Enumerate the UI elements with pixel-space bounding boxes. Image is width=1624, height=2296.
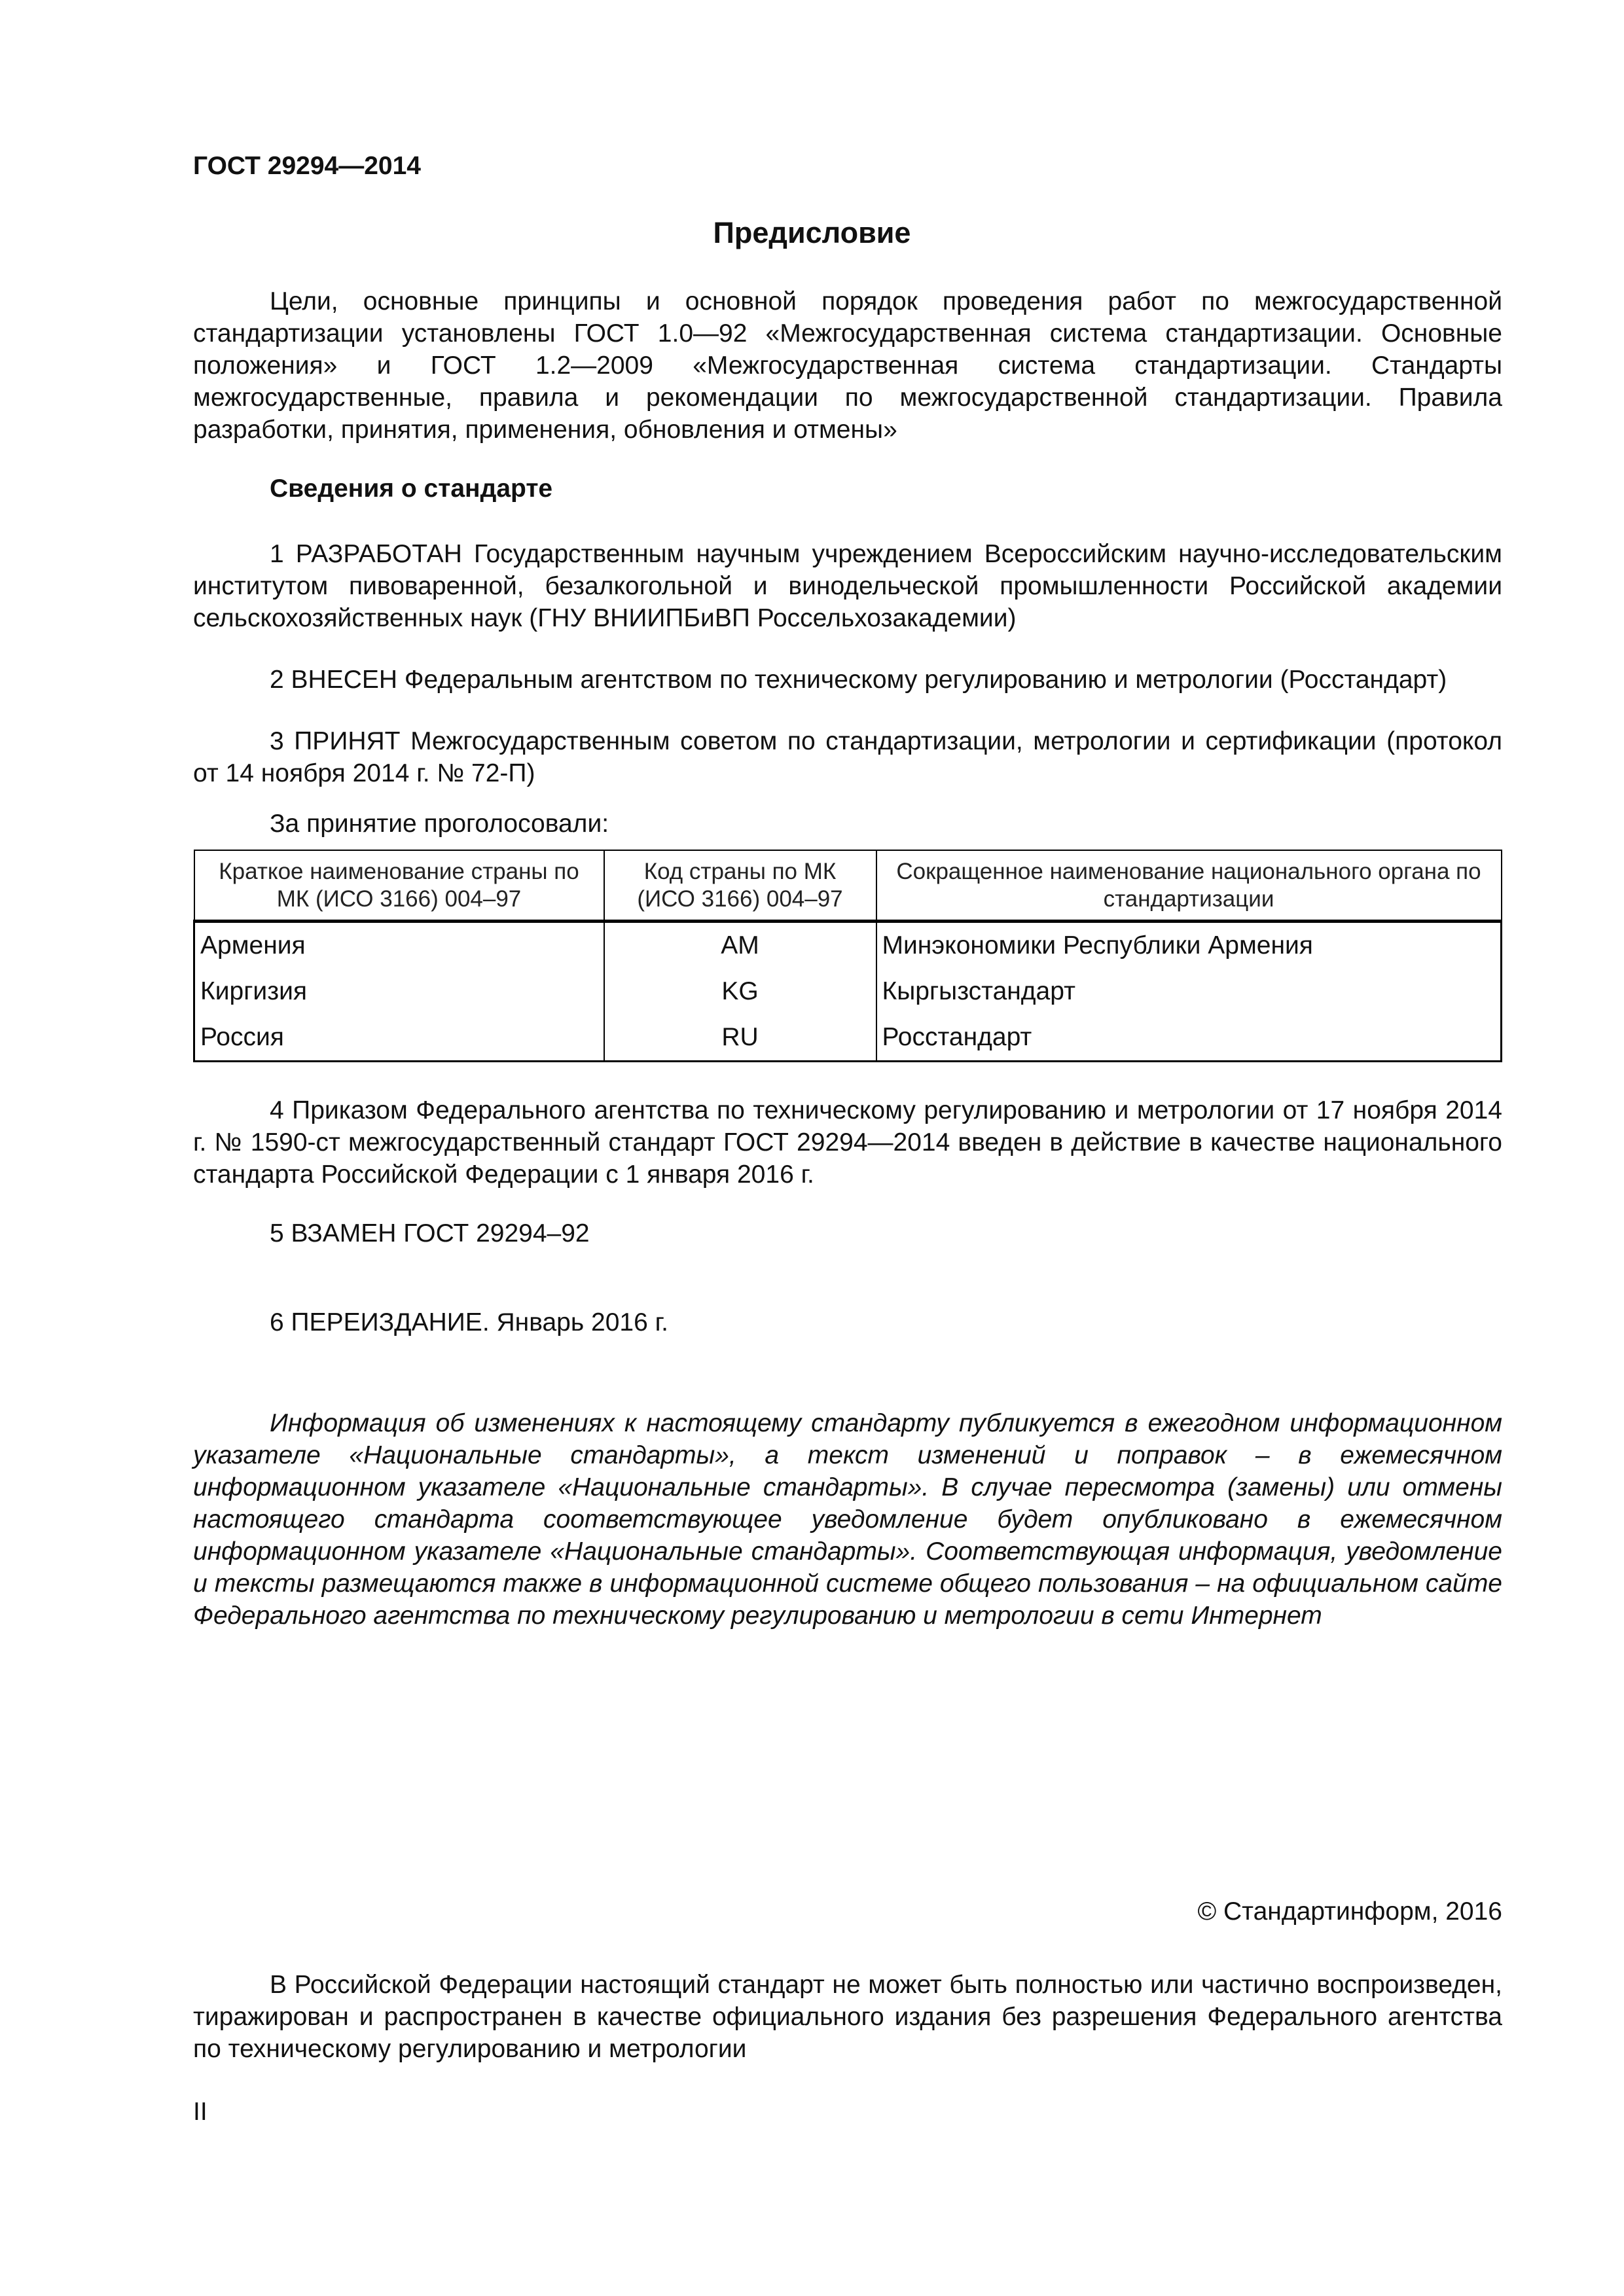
item-developed: 1 РАЗРАБОТАН Государственным научным учреждением Всероссийским научно-исследовательским институтом пивоваренной, безалкогольной и винодельческой промышленности Российской академии сельскохозяйственных наук (ГНУ ВНИИПБиВП Россельхозакадемии)	[193, 540, 1502, 632]
code-cell: KG	[604, 969, 876, 1014]
item-replaces: 5 ВЗАМЕН ГОСТ 29294–92	[270, 1219, 590, 1247]
agency-cell: Минэкономики Республики Армения	[876, 922, 1502, 969]
column-header-country: Краткое наименование страны по МК (ИСО 3166) 004–97	[194, 850, 604, 922]
agency-cell: Кыргызстандарт	[876, 969, 1502, 1014]
page-number: II	[193, 2098, 208, 2126]
country-cell: Россия	[194, 1014, 604, 1062]
vote-table	[193, 850, 1502, 1062]
code-cell: AM	[604, 922, 876, 969]
section-heading: Сведения о стандарте	[270, 475, 553, 503]
table-row	[194, 969, 1502, 1014]
page-title: Предисловие	[713, 216, 911, 249]
item-enacted: 4 Приказом Федерального агентства по техническому регулированию и метрологии от 17 ноября 2014 г. № 1590-ст межгосударственный стандарт ГОСТ 29294—2014 введен в действие в качестве национального стандарта Российской Федерации с 1 января 2016 г.	[193, 1096, 1502, 1189]
column-header-agency: Сокращенное наименование национального органа по стандартизации	[876, 850, 1502, 922]
table-row	[194, 922, 1502, 969]
vote-intro: За принятие проголосовали:	[270, 810, 609, 838]
country-cell: Армения	[194, 922, 604, 969]
legal-notice: В Российской Федерации настоящий стандарт не может быть полностью или частично воспроизведен, тиражирован и распространен в качестве официального издания без разрешения Федерального агентства по техническому регулированию и метрологии	[193, 1971, 1502, 2063]
item-adopted: 3 ПРИНЯТ Межгосударственным советом по стандартизации, метрологии и сертификации (протокол от 14 ноября 2014 г. № 72-П)	[193, 727, 1502, 787]
info-paragraph: Информация об изменениях к настоящему стандарту публикуется в ежегодном информационном указателе «Национальные стандарты», а текст изменений и поправок – в ежемесячном информационном указателе «Национальные стандарты». В случае пересмотра (замены) или отмены настоящего стандарта соответствующее уведомление будет опубликовано в ежемесячном информационном указателе «Национальные стандарты». Соответствующая информация, уведомление и тексты размещаются также в информационной системе общего пользования – на официальном сайте Федерального агентства по техническому регулированию и метрологии в сети Интернет	[193, 1409, 1502, 1630]
table-row	[194, 1014, 1502, 1062]
code-cell: RU	[604, 1014, 876, 1062]
copyright-notice: © Стандартинформ, 2016	[1197, 1897, 1502, 1926]
intro-paragraph: Цели, основные принципы и основной порядок проведения работ по межгосударственной стандартизации установлены ГОСТ 1.0—92 «Межгосударственная система стандартизации. Основные положения» и ГОСТ 1.2—2009 «Межгосударственная система стандартизации. Стандарты межгосударственные, правила и рекомендации по межгосударственной стандартизации. Правила разработки, принятия, применения, обновления и отмены»	[193, 287, 1502, 444]
country-cell: Киргизия	[194, 969, 604, 1014]
item-reissue: 6 ПЕРЕИЗДАНИЕ. Январь 2016 г.	[270, 1308, 668, 1336]
vote-table-header-row	[194, 850, 1502, 922]
item-submitted: 2 ВНЕСЕН Федеральным агентством по техническому регулированию и метрологии (Росстандарт)	[270, 666, 1447, 694]
agency-cell: Росстандарт	[876, 1014, 1502, 1062]
column-header-code: Код страны по МК (ИСО 3166) 004–97	[604, 850, 876, 922]
document-code: ГОСТ 29294—2014	[193, 152, 421, 180]
